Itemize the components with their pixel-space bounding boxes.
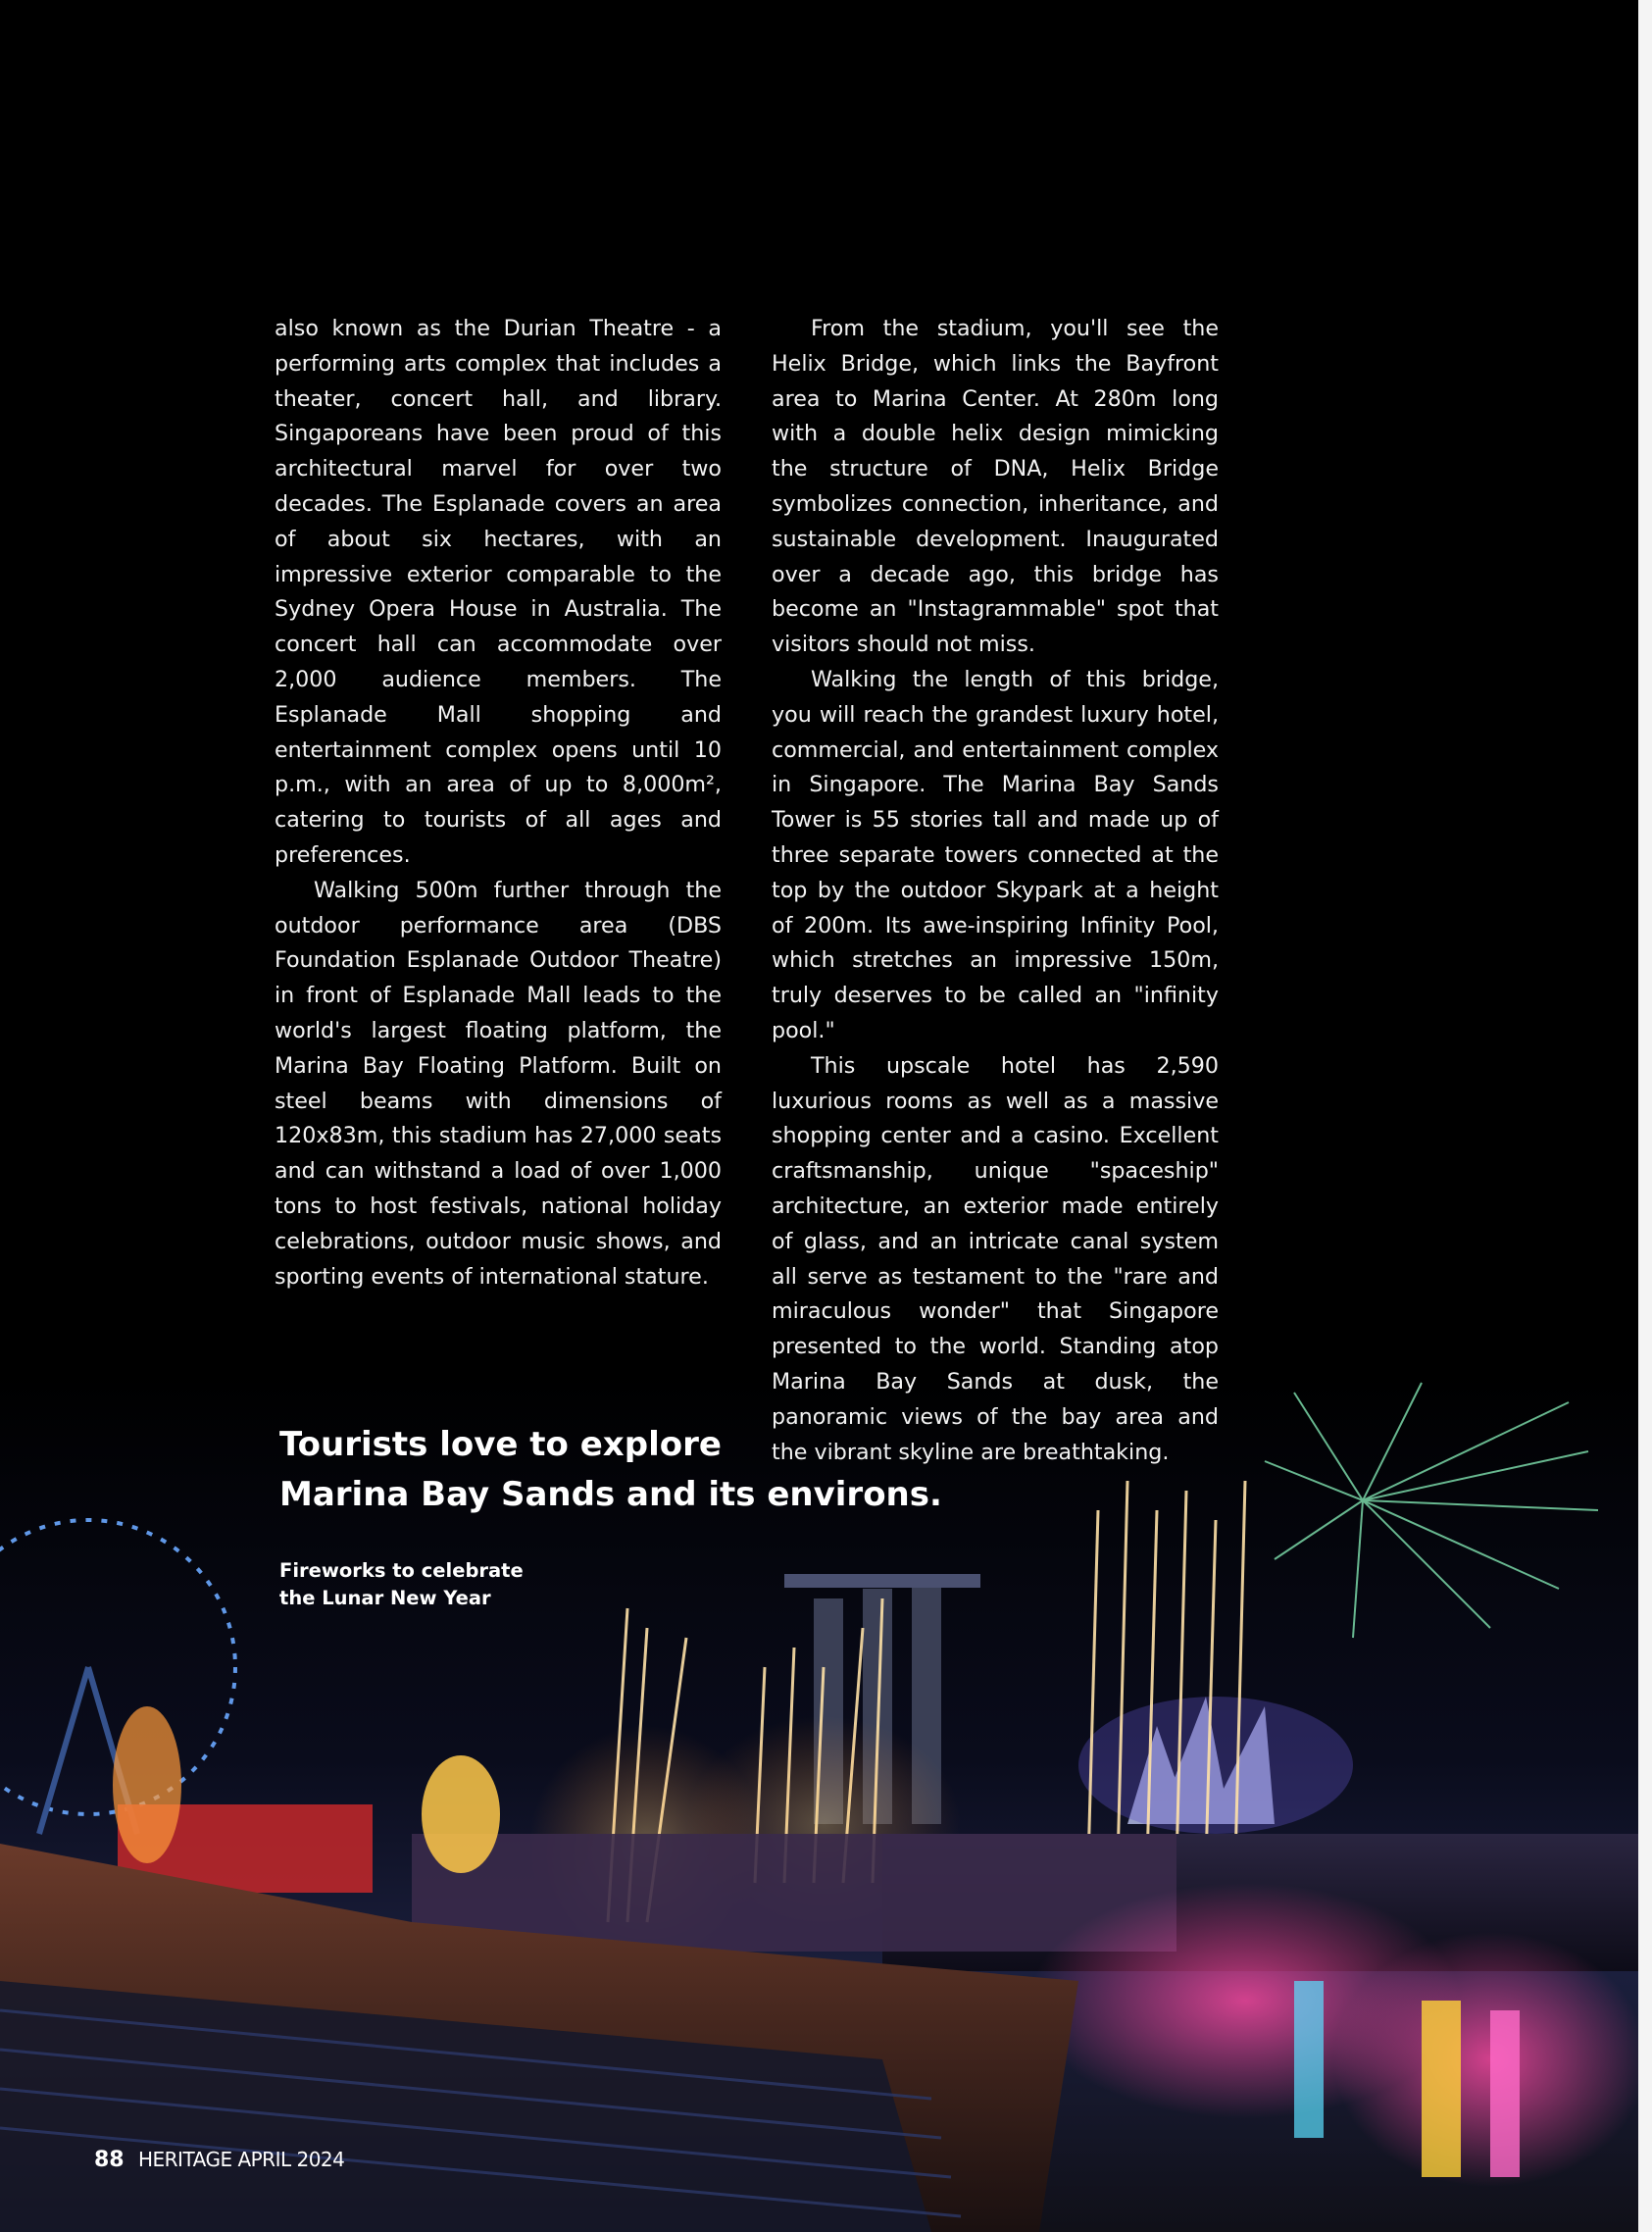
photo-caption [279, 1557, 574, 1612]
paragraph: From the stadium, you'll see the Helix Bridge, which links the Bayfront area to Marina Center. At 280m long with a double helix design mimicking the structure of DNA, Helix Bridge symbolizes connection, inheritance, and sustainable development. Inaugurated over a decade ago, this bridge has become an "Instagrammable" spot that visitors should not miss. [772, 316, 1219, 658]
publication-name: HERITAGE APRIL 2024 [137, 2148, 345, 2171]
page-edge [1638, 0, 1652, 2232]
page-footer [94, 2148, 344, 2172]
paragraph: Walking 500m further through the outdoor performance area (DBS Foundation Esplanade Outdoor Theatre) in front of Esplanade Mall leads to the world's largest floating platform, the Marina Bay Floating Platform. Built on steel beams with dimensions of 120x83m, this stadium has 27,000 seats and can withstand a load of over 1,000 tons to host festivals, national holiday celebrations, outdoor music shows, and sporting events of international stature. [275, 877, 722, 1290]
page-number: 88 [94, 2148, 125, 2172]
pull-quote [279, 1420, 1064, 1520]
pull-quote-line: Marina Bay Sands and its environs. [279, 1475, 942, 1514]
article-column-right [772, 312, 1219, 1470]
caption-line: Fireworks to celebrate [279, 1559, 524, 1582]
paragraph: Walking the length of this bridge, you will reach the grandest luxury hotel, commercial, and entertainment complex in Singapore. The Marina Bay Sands Tower is 55 stories tall and made up of three separate towers connected at the top by the outdoor Skypark at a height of 200m. Its awe-inspiring Infinity Pool, which stretches an impressive 150m, truly deserves to be called an "infinity pool." [772, 666, 1219, 1043]
paragraph: This upscale hotel has 2,590 luxurious rooms as well as a massive shopping center and a casino. Excellent craftsmanship, unique "spaceship" architecture, an exterior made entirely of glass, and an intricate canal system all serve as testament to the "rare and miraculous wonder" that Singapore presented to the world. Standing atop Marina Bay Sands at dusk, the panoramic views of the bay area and the vibrant skyline are breathtaking. [772, 1052, 1219, 1465]
paragraph: also known as the Durian Theatre - a performing arts complex that includes a theater, concert hall, and library. Singaporeans have been proud of this architectural marvel for over two decades. The Esplanade covers an area of about six hectares, with an impressive exterior comparable to the Sydney Opera House in Australia. The concert hall can accommodate over 2,000 audience members. The Esplanade Mall shopping and entertainment complex opens until 10 p.m., with an area of up to 8,000m², catering to tourists of all ages and preferences. [275, 316, 722, 868]
article-column-left [275, 312, 722, 1294]
pull-quote-line: Tourists love to explore [279, 1425, 722, 1464]
caption-line: the Lunar New Year [279, 1587, 491, 1609]
